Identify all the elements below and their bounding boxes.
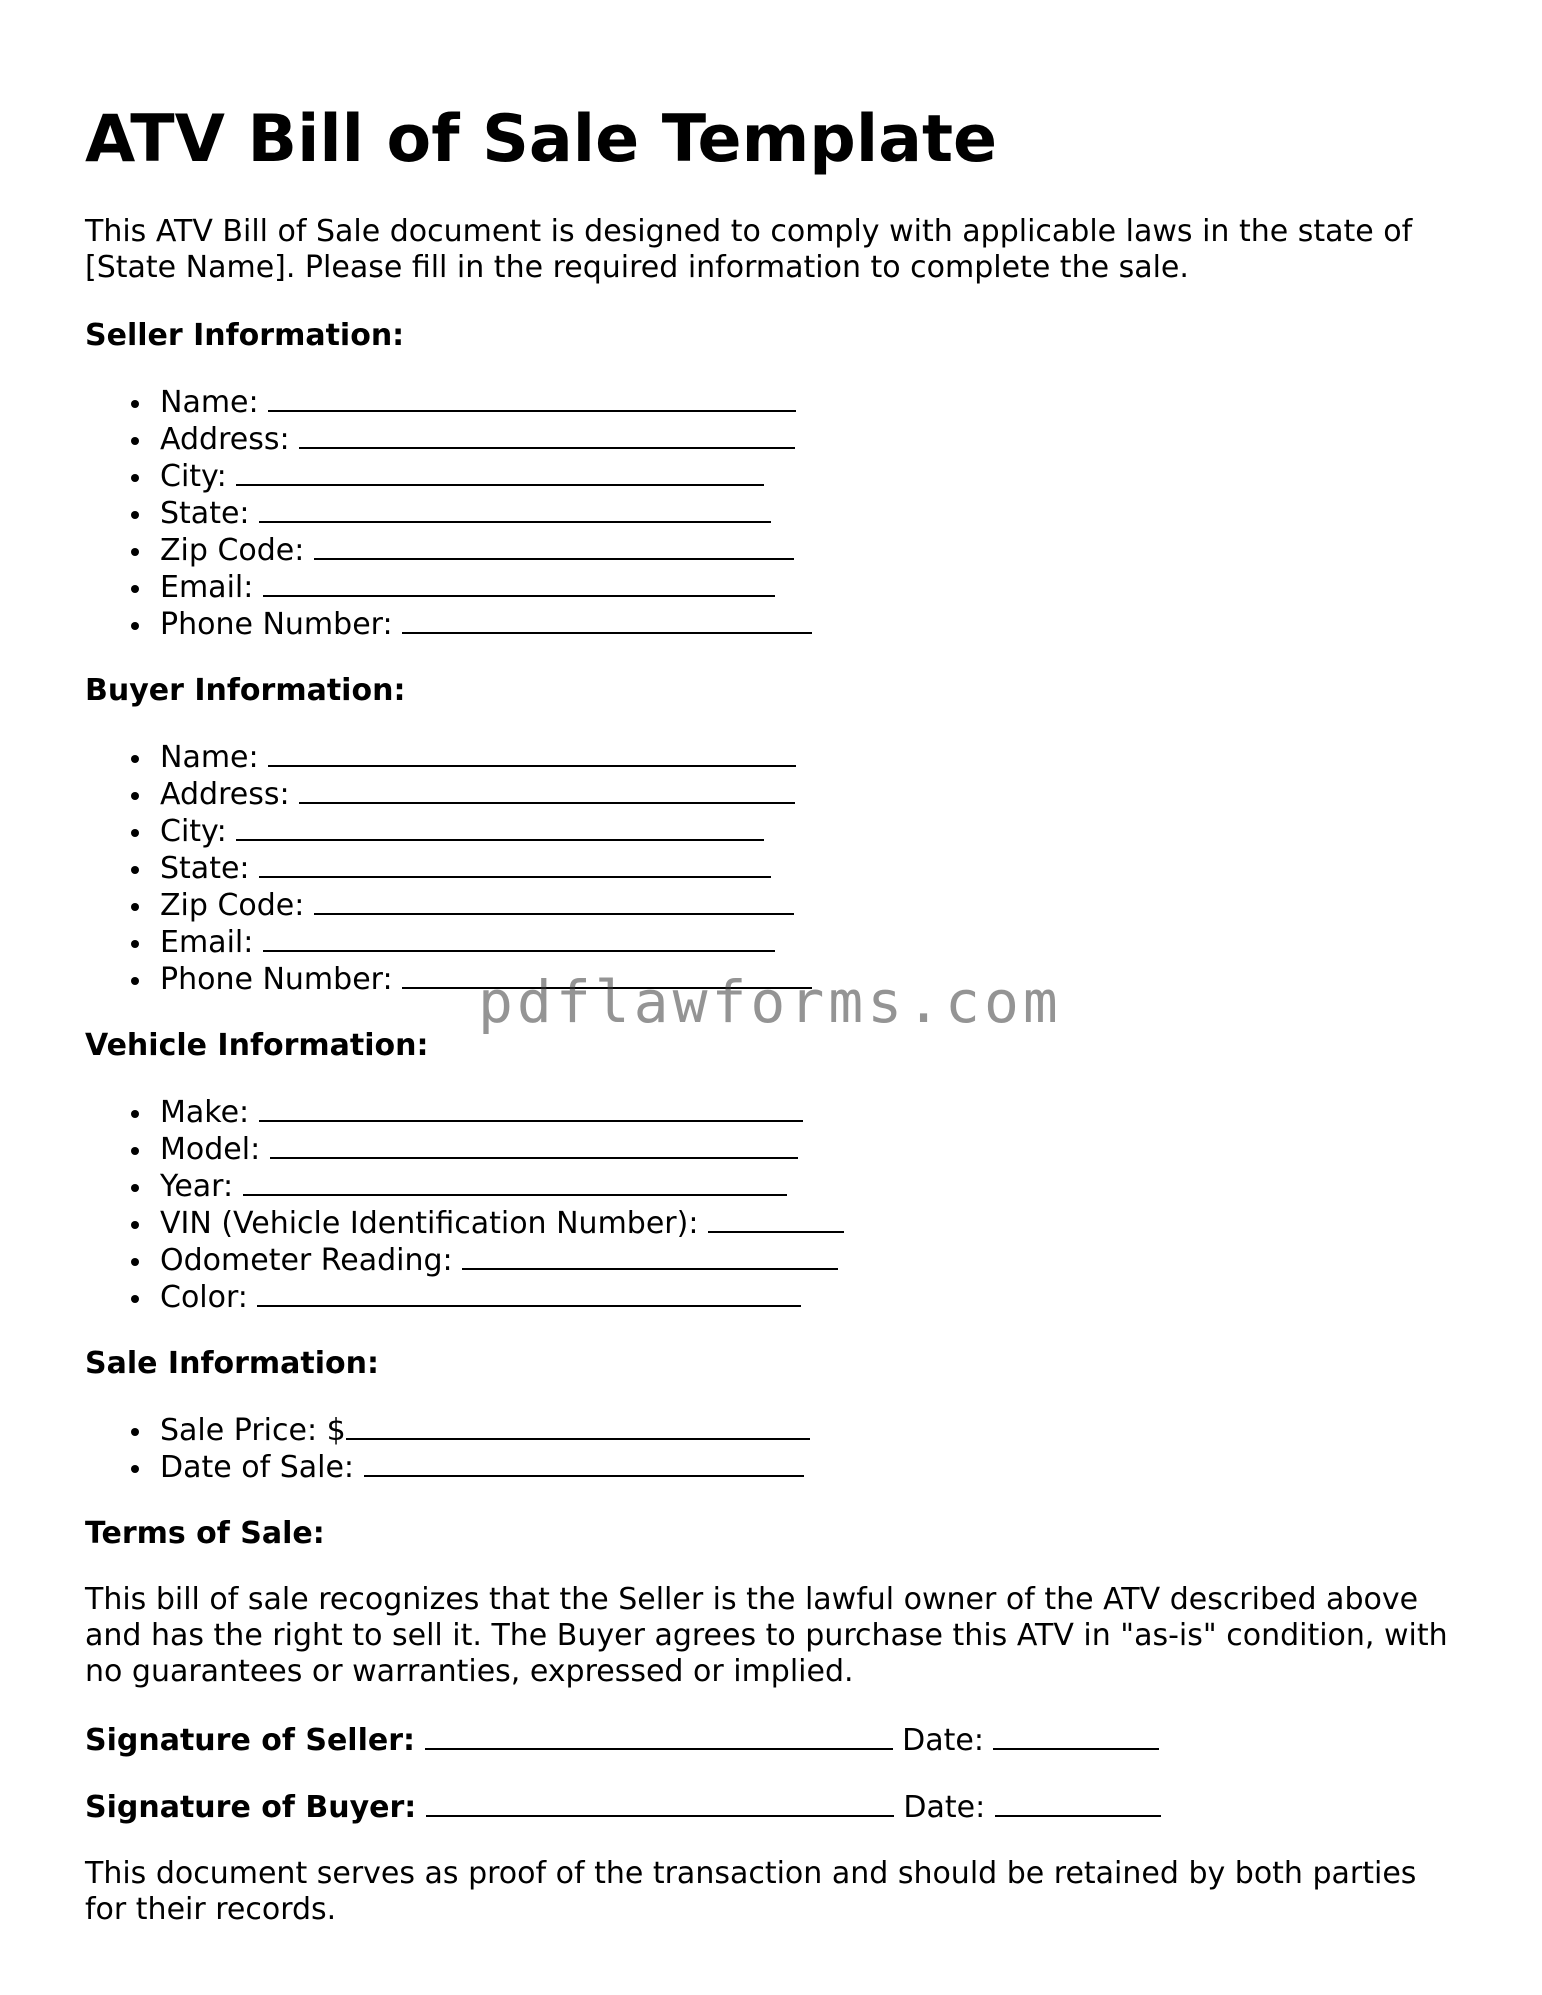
- terms-heading: Terms of Sale:: [85, 1516, 325, 1551]
- buyer-city-item: [85, 813, 1465, 850]
- vehicle-vin-blank[interactable]: [708, 1205, 844, 1233]
- buyer-heading: Buyer Information:: [85, 673, 406, 708]
- buyer-date-blank[interactable]: [995, 1789, 1161, 1817]
- buyer-date-label: Date:: [903, 1790, 986, 1825]
- buyer-field-list: [85, 739, 1465, 998]
- seller-zip-item: [85, 532, 1465, 569]
- sale-date-blank[interactable]: [364, 1449, 804, 1477]
- seller-city-item: [85, 458, 1465, 495]
- buyer-name-item: [85, 739, 1465, 776]
- vehicle-model-item: [85, 1131, 1465, 1168]
- field-label: Phone Number:: [160, 607, 393, 642]
- buyer-city-blank[interactable]: [236, 813, 764, 841]
- field-label: Color:: [160, 1280, 248, 1315]
- field-label: Name:: [160, 740, 259, 775]
- seller-zip-blank[interactable]: [314, 532, 794, 560]
- seller-city-blank[interactable]: [236, 458, 764, 486]
- field-label: Name:: [160, 385, 259, 420]
- field-label: Odometer Reading:: [160, 1243, 453, 1278]
- seller-name-blank[interactable]: [268, 384, 796, 412]
- field-label: Zip Code:: [160, 533, 305, 568]
- vehicle-odometer-blank[interactable]: [462, 1242, 838, 1270]
- buyer-signature-blank[interactable]: [426, 1789, 894, 1817]
- field-label: Make:: [160, 1095, 250, 1130]
- field-label: VIN (Vehicle Identification Number):: [160, 1206, 699, 1241]
- vehicle-color-item: [85, 1279, 1465, 1316]
- seller-heading: Seller Information:: [85, 318, 405, 353]
- field-label: State:: [160, 496, 250, 531]
- seller-state-blank[interactable]: [259, 495, 771, 523]
- closing-paragraph: This document serves as proof of the transaction and should be retained by both parties for their records.: [85, 1856, 1417, 1927]
- sale-price-item: [85, 1412, 1465, 1449]
- terms-paragraph: This bill of sale recognizes that the Seller is the lawful owner of the ATV described above and has the right to sell it. The Buyer agrees to purchase this ATV in "as-is" condition, with no guarantees or warranties, expressed or implied.: [85, 1582, 1448, 1689]
- seller-name-item: [85, 384, 1465, 421]
- buyer-email-item: [85, 924, 1465, 961]
- sale-heading: Sale Information:: [85, 1346, 379, 1381]
- seller-signature-blank[interactable]: [425, 1722, 893, 1750]
- field-label: City:: [160, 814, 227, 849]
- buyer-signature-label: Signature of Buyer:: [85, 1790, 417, 1825]
- field-label: State:: [160, 851, 250, 886]
- vehicle-make-item: [85, 1094, 1465, 1131]
- vehicle-year-item: [85, 1168, 1465, 1205]
- seller-signature-label: Signature of Seller:: [85, 1723, 416, 1758]
- vehicle-vin-item: [85, 1205, 1465, 1242]
- buyer-state-item: [85, 850, 1465, 887]
- field-label: Zip Code:: [160, 888, 305, 923]
- seller-email-blank[interactable]: [263, 569, 775, 597]
- vehicle-odometer-item: [85, 1242, 1465, 1279]
- field-label: City:: [160, 459, 227, 494]
- field-label: Year:: [160, 1169, 234, 1204]
- seller-date-label: Date:: [902, 1723, 984, 1758]
- seller-date-blank[interactable]: [993, 1722, 1159, 1750]
- field-label: Email:: [160, 925, 254, 960]
- field-label: Sale Price: $: [160, 1413, 346, 1448]
- sale-field-list: [85, 1412, 1465, 1486]
- vehicle-heading: Vehicle Information:: [85, 1028, 429, 1063]
- seller-phone-blank[interactable]: [402, 606, 812, 634]
- field-label: Address:: [160, 422, 290, 457]
- intro-paragraph: This ATV Bill of Sale document is designed to comply with applicable laws in the state of [State Name]. Please fill in the required information to complete the sale.: [85, 214, 1413, 285]
- vehicle-make-blank[interactable]: [259, 1094, 803, 1122]
- sale-date-item: [85, 1449, 1465, 1486]
- buyer-state-blank[interactable]: [259, 850, 771, 878]
- field-label: Address:: [160, 777, 290, 812]
- buyer-name-blank[interactable]: [268, 739, 796, 767]
- seller-signature-line: [85, 1722, 1465, 1759]
- buyer-address-item: [85, 776, 1465, 813]
- buyer-email-blank[interactable]: [263, 924, 775, 952]
- sale-price-blank[interactable]: [346, 1412, 810, 1440]
- vehicle-year-blank[interactable]: [243, 1168, 787, 1196]
- vehicle-field-list: [85, 1094, 1465, 1316]
- field-label: Model:: [160, 1132, 261, 1167]
- vehicle-color-blank[interactable]: [257, 1279, 801, 1307]
- field-label: Date of Sale:: [160, 1450, 355, 1485]
- field-label: Email:: [160, 570, 254, 605]
- buyer-zip-item: [85, 887, 1465, 924]
- seller-phone-item: [85, 606, 1465, 643]
- page-title: ATV Bill of Sale Template: [85, 102, 998, 177]
- buyer-signature-line: [85, 1789, 1465, 1826]
- seller-state-item: [85, 495, 1465, 532]
- buyer-address-blank[interactable]: [299, 776, 795, 804]
- watermark-text: pdflawforms.com: [478, 968, 1062, 1036]
- seller-email-item: [85, 569, 1465, 606]
- seller-address-blank[interactable]: [299, 421, 795, 449]
- field-label: Phone Number:: [160, 962, 393, 997]
- vehicle-model-blank[interactable]: [270, 1131, 798, 1159]
- seller-field-list: [85, 384, 1465, 643]
- seller-address-item: [85, 421, 1465, 458]
- buyer-zip-blank[interactable]: [314, 887, 794, 915]
